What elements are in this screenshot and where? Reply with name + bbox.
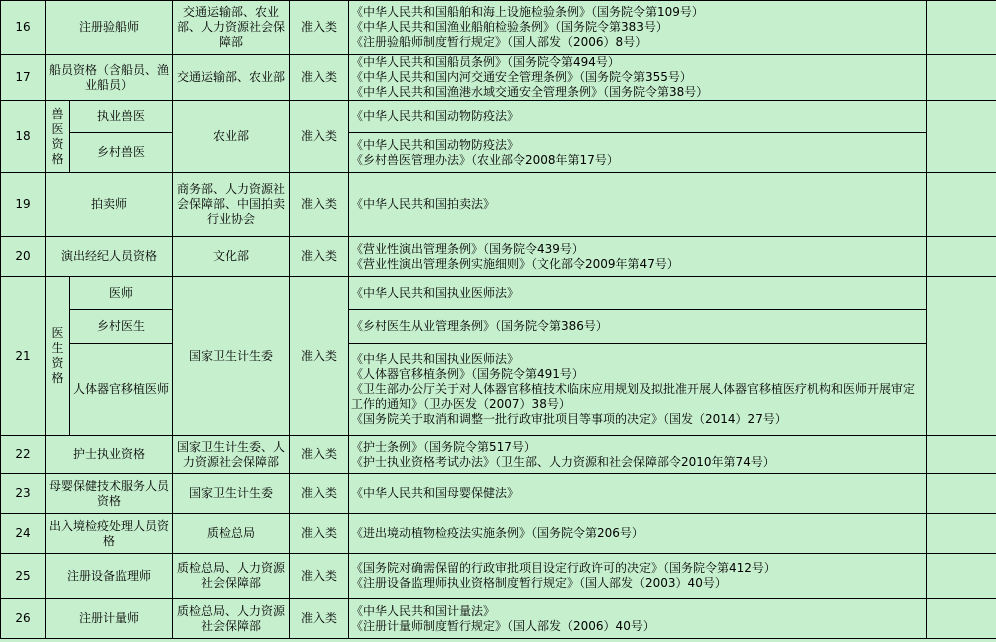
category[interactable]: 准入类 xyxy=(290,277,349,436)
basis-line: 《中华人民共和国执业医师法》 xyxy=(351,352,520,366)
category[interactable]: 准入类 xyxy=(290,514,349,554)
row-number[interactable]: 16 xyxy=(1,1,46,55)
department[interactable]: 国家卫生计生委 xyxy=(173,277,290,436)
basis-line: 《中华人民共和国内河交通安全管理条例》（国务院令第355号） xyxy=(351,70,692,84)
basis-line: 《注册计量师制度暂行规定》（国人部发（2006）40号） xyxy=(351,618,655,633)
remarks-cell[interactable] xyxy=(927,436,996,474)
legal-basis[interactable] xyxy=(349,554,927,599)
category[interactable]: 准入类 xyxy=(290,55,349,101)
basis-line: 《中华人民共和国船员条例》（国务院令第494号） xyxy=(351,55,620,69)
basis-line: 《人体器官移植条例》（国务院令第491号） xyxy=(351,367,584,381)
basis-line: 《卫生部办公厅关于对人体器官移植技术临床应用规划及拟批准开展人体器官移植医疗机构和医师开展审定工作的通知》（卫办医发（2007）38号） xyxy=(351,382,916,411)
table-row[interactable] xyxy=(1,101,996,133)
table-row[interactable] xyxy=(1,277,996,310)
table-row[interactable] xyxy=(1,554,996,599)
sub-qualification-name[interactable]: 执业兽医 xyxy=(70,101,173,133)
sub-qualification-name[interactable]: 乡村医生 xyxy=(70,310,173,344)
department[interactable]: 质检总局、人力资源社会保障部 xyxy=(173,554,290,599)
basis-line: 《乡村兽医管理办法》（农业部令2008年第17号） xyxy=(351,152,619,167)
legal-basis[interactable] xyxy=(349,1,927,55)
qualification-name[interactable]: 船员资格（含船员、渔业船员） xyxy=(46,55,173,101)
legal-basis[interactable] xyxy=(349,474,927,514)
sub-qualification-name[interactable]: 乡村兽医 xyxy=(70,133,173,173)
table-row[interactable] xyxy=(1,310,996,344)
category[interactable]: 准入类 xyxy=(290,599,349,639)
legal-basis[interactable] xyxy=(349,436,927,474)
remarks-cell[interactable] xyxy=(927,514,996,554)
remarks-cell[interactable] xyxy=(927,101,996,173)
remarks-cell[interactable] xyxy=(927,599,996,639)
remarks-cell[interactable] xyxy=(927,237,996,277)
qualification-name[interactable]: 拍卖师 xyxy=(46,173,173,237)
row-number[interactable]: 23 xyxy=(1,474,46,514)
basis-line: 《护士执业资格考试办法》（卫生部、人力资源和社会保障部令2010年第74号） xyxy=(351,454,775,469)
table-row[interactable] xyxy=(1,173,996,237)
table-row[interactable] xyxy=(1,1,996,55)
legal-basis[interactable] xyxy=(349,237,927,277)
category[interactable]: 准入类 xyxy=(290,237,349,277)
row-number[interactable]: 26 xyxy=(1,599,46,639)
category[interactable]: 准入类 xyxy=(290,173,349,237)
department[interactable]: 交通运输部、农业部、人力资源社会保障部 xyxy=(173,1,290,55)
legal-basis[interactable] xyxy=(349,101,927,133)
basis-line: 《乡村医生从业管理条例》（国务院令第386号） xyxy=(351,319,608,333)
table-row[interactable] xyxy=(1,344,996,436)
sub-qualification-name[interactable]: 人体器官移植医师 xyxy=(70,344,173,436)
department[interactable]: 质检总局 xyxy=(173,514,290,554)
category[interactable]: 准入类 xyxy=(290,474,349,514)
row-number[interactable]: 17 xyxy=(1,55,46,101)
qualification-name[interactable]: 注册计量师 xyxy=(46,599,173,639)
table-row[interactable] xyxy=(1,55,996,101)
basis-line: 《中华人民共和国执业医师法》 xyxy=(351,285,520,300)
remarks-cell[interactable] xyxy=(927,474,996,514)
qualification-name[interactable]: 注册验船师 xyxy=(46,1,173,55)
qualification-name[interactable]: 出入境检疫处理人员资格 xyxy=(46,514,173,554)
row-number[interactable]: 20 xyxy=(1,237,46,277)
sub-qualification-name[interactable]: 医师 xyxy=(70,277,173,310)
legal-basis[interactable] xyxy=(349,599,927,639)
basis-line: 《护士条例》（国务院令第517号） xyxy=(351,439,536,454)
department[interactable]: 国家卫生计生委 xyxy=(173,474,290,514)
legal-basis[interactable] xyxy=(349,310,927,344)
department[interactable]: 交通运输部、农业部 xyxy=(173,55,290,101)
row-number[interactable]: 22 xyxy=(1,436,46,474)
remarks-cell[interactable] xyxy=(927,1,996,55)
row-number[interactable]: 24 xyxy=(1,514,46,554)
qualification-name[interactable]: 护士执业资格 xyxy=(46,436,173,474)
basis-line: 《中华人民共和国动物防疫法》 xyxy=(351,109,520,123)
category[interactable]: 准入类 xyxy=(290,1,349,55)
row-number[interactable]: 18 xyxy=(1,101,46,173)
basis-line: 《中华人民共和国动物防疫法》 xyxy=(351,137,520,152)
qualification-name[interactable]: 母婴保健技术服务人员资格 xyxy=(46,474,173,514)
table-row[interactable] xyxy=(1,599,996,639)
basis-line: 《注册设备监理师执业资格制度暂行规定》（国人部发（2003）40号） xyxy=(351,576,727,590)
legal-basis[interactable] xyxy=(349,277,927,310)
remarks-cell[interactable] xyxy=(927,554,996,599)
table-row[interactable] xyxy=(1,436,996,474)
row-number[interactable]: 19 xyxy=(1,173,46,237)
table-row[interactable] xyxy=(1,237,996,277)
group-name[interactable]: 兽 医 资 格 xyxy=(46,101,70,173)
department[interactable]: 文化部 xyxy=(173,237,290,277)
department[interactable]: 商务部、人力资源社会保障部、中国拍卖行业协会 xyxy=(173,173,290,237)
basis-line: 《国务院对确需保留的行政审批项目设定行政许可的决定》（国务院令第412号） xyxy=(351,561,776,575)
table-row[interactable] xyxy=(1,133,996,173)
basis-line: 《进出境动植物检疫法实施条例》（国务院令第206号） xyxy=(351,526,644,540)
basis-line: 《营业性演出管理条例》（国务院令439号） xyxy=(351,241,584,256)
remarks-cell[interactable] xyxy=(927,173,996,237)
category[interactable]: 准入类 xyxy=(290,436,349,474)
basis-line: 《国务院关于取消和调整一批行政审批项目等事项的决定》（国发（2014）27号） xyxy=(351,412,787,426)
legal-basis[interactable] xyxy=(349,173,927,237)
legal-basis[interactable] xyxy=(349,514,927,554)
qualification-name[interactable]: 演出经纪人员资格 xyxy=(46,237,173,277)
remarks-cell[interactable] xyxy=(927,277,996,436)
department[interactable]: 国家卫生计生委、人力资源社会保障部 xyxy=(173,436,290,474)
basis-line: 《营业性演出管理条例实施细则》（文化部令2009年第47号） xyxy=(351,256,679,271)
basis-line: 《中华人民共和国船舶和海上设施检验条例》（国务院令第109号） xyxy=(351,5,704,19)
basis-line: 《中华人民共和国渔港水域交通安全管理条例》（国务院令第38号） xyxy=(351,85,709,99)
category[interactable]: 准入类 xyxy=(290,101,349,173)
basis-line: 《注册验船师制度暂行规定》（国人部发（2006）8号） xyxy=(351,35,648,49)
qualification-name[interactable]: 注册设备监理师 xyxy=(46,554,173,599)
table-row[interactable] xyxy=(1,474,996,514)
basis-line: 《中华人民共和国渔业船舶检验条例》（国务院令第383号） xyxy=(351,20,668,34)
basis-line: 《中华人民共和国母婴保健法》 xyxy=(351,486,520,500)
category[interactable]: 准入类 xyxy=(290,554,349,599)
legal-basis[interactable] xyxy=(349,133,927,173)
legal-basis[interactable] xyxy=(349,344,927,436)
row-number[interactable]: 21 xyxy=(1,277,46,436)
department[interactable]: 农业部 xyxy=(173,101,290,173)
basis-line: 《中华人民共和国计量法》 xyxy=(351,603,496,618)
department[interactable]: 质检总局、人力资源社会保障部 xyxy=(173,599,290,639)
group-name[interactable]: 医 生 资 格 xyxy=(46,277,70,436)
remarks-cell[interactable] xyxy=(927,55,996,101)
row-number[interactable]: 25 xyxy=(1,554,46,599)
basis-line: 《中华人民共和国拍卖法》 xyxy=(351,197,496,211)
table-row[interactable] xyxy=(1,514,996,554)
legal-basis[interactable] xyxy=(349,55,927,101)
